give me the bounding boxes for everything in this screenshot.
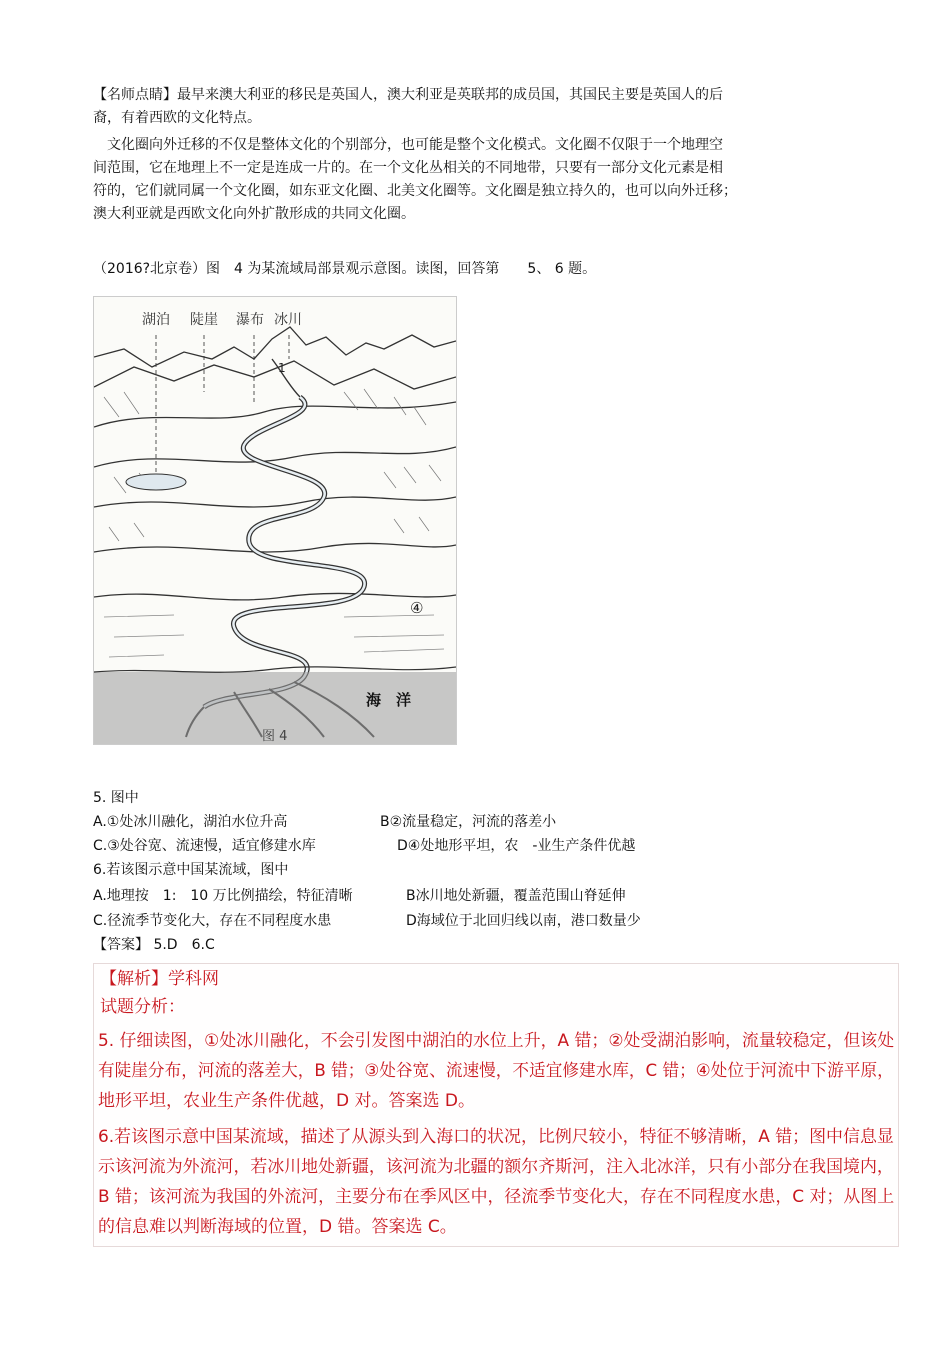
lake	[126, 474, 186, 490]
analysis-line: 5. 仔细读图，①处冰川融化，不会引发图中湖泊的水位上升，A 错；②处受湖泊影响，流量较稳定，但该处	[98, 1031, 895, 1051]
paragraph-line: 符的，它们就同属一个文化圈，如东亚文化圈、北美文化圈等。文化圈是独立持久的，也可以向外迁移；	[93, 183, 737, 199]
tip-line-2: 裔，有着西欧的文化特点。	[93, 110, 261, 126]
q6-option-b: B冰川地处新疆，覆盖范围山脊延伸	[406, 888, 626, 904]
q6-option-c: C.径流季节变化大，存在不同程度水患	[93, 913, 332, 929]
label-lake: 湖泊	[142, 312, 170, 328]
marker-4: ④	[410, 599, 424, 617]
q6-option-d: D海域位于北回归线以南，港口数量少	[406, 913, 641, 929]
river-basin-figure	[93, 296, 457, 745]
paragraph-line: 间范围，它在地理上不一定是连成一片的。在一个文化丛相关的不同地带，只要有一部分文化元素是相	[93, 160, 723, 176]
answer-line: 【答案】 5.D 6.C	[93, 937, 215, 953]
question-intro: （2016?北京卷）图 4 为某流域局部景观示意图。读图，回答第 5、 6 题。	[93, 261, 597, 277]
paragraph-line: 文化圈向外迁移的不仅是整体文化的个别部分，也可能是整个文化模式。文化圈不仅限于一个地理空	[107, 137, 723, 153]
analysis-header: 【解析】学科网	[100, 969, 219, 989]
figure-caption: 图 4	[262, 729, 288, 744]
q5-option-b: B②流量稳定，河流的落差小	[380, 814, 557, 830]
analysis-line: 的信息难以判断海域的位置，D 错。答案选 C。	[98, 1217, 457, 1237]
label-glacier: 冰川	[274, 312, 302, 328]
q5-option-c: C.③处谷宽、流速慢，适宜修建水库	[93, 838, 316, 854]
label-sea: 海 洋	[366, 691, 412, 709]
analysis-subheader: 试题分析：	[100, 997, 185, 1017]
analysis-line: B 错；该河流为我国的外流河，主要分布在季风区中，径流季节变化大，存在不同程度水患，C 对；从图上	[98, 1187, 895, 1207]
paragraph-line: 澳大利亚就是西欧文化向外扩散形成的共同文化圈。	[93, 206, 415, 222]
analysis-box	[93, 963, 899, 1247]
label-waterfall: 瀑布	[236, 312, 264, 328]
label-cliff: 陡崖	[190, 312, 218, 328]
q6-stem: 6.若该图示意中国某流域，图中	[93, 862, 289, 878]
analysis-line: 有陡崖分布，河流的落差大，B 错；③处谷宽、流速慢，不适宜修建水库，C 错；④处位于河流中下游平原，	[98, 1061, 894, 1081]
q5-stem: 5. 图中	[93, 790, 139, 806]
analysis-line: 6.若该图示意中国某流域，描述了从源头到入海口的状况，比例尺较小，特征不够清晰，A 错；图中信息显	[98, 1127, 894, 1147]
marker-1: 1	[278, 361, 286, 375]
river-basin-illustration	[94, 297, 456, 744]
analysis-line: 示该河流为外流河，若冰川地处新疆，该河流为北疆的额尔齐斯河，注入北冰洋，只有小部分在我国境内，	[98, 1157, 894, 1177]
tip-line-1: 【名师点睛】最早来澳大利亚的移民是英国人，澳大利亚是英联邦的成员国，其国民主要是英国人的后	[93, 87, 723, 103]
analysis-line: 地形平坦，农业生产条件优越，D 对。答案选 D。	[98, 1091, 475, 1111]
q5-option-a: A.①处冰川融化，湖泊水位升高	[93, 814, 288, 830]
q6-option-a: A.地理按 1: 10 万比例描绘，特征清晰	[93, 888, 353, 904]
q5-option-d: D④处地形平坦，农 -业生产条件优越	[397, 838, 636, 854]
